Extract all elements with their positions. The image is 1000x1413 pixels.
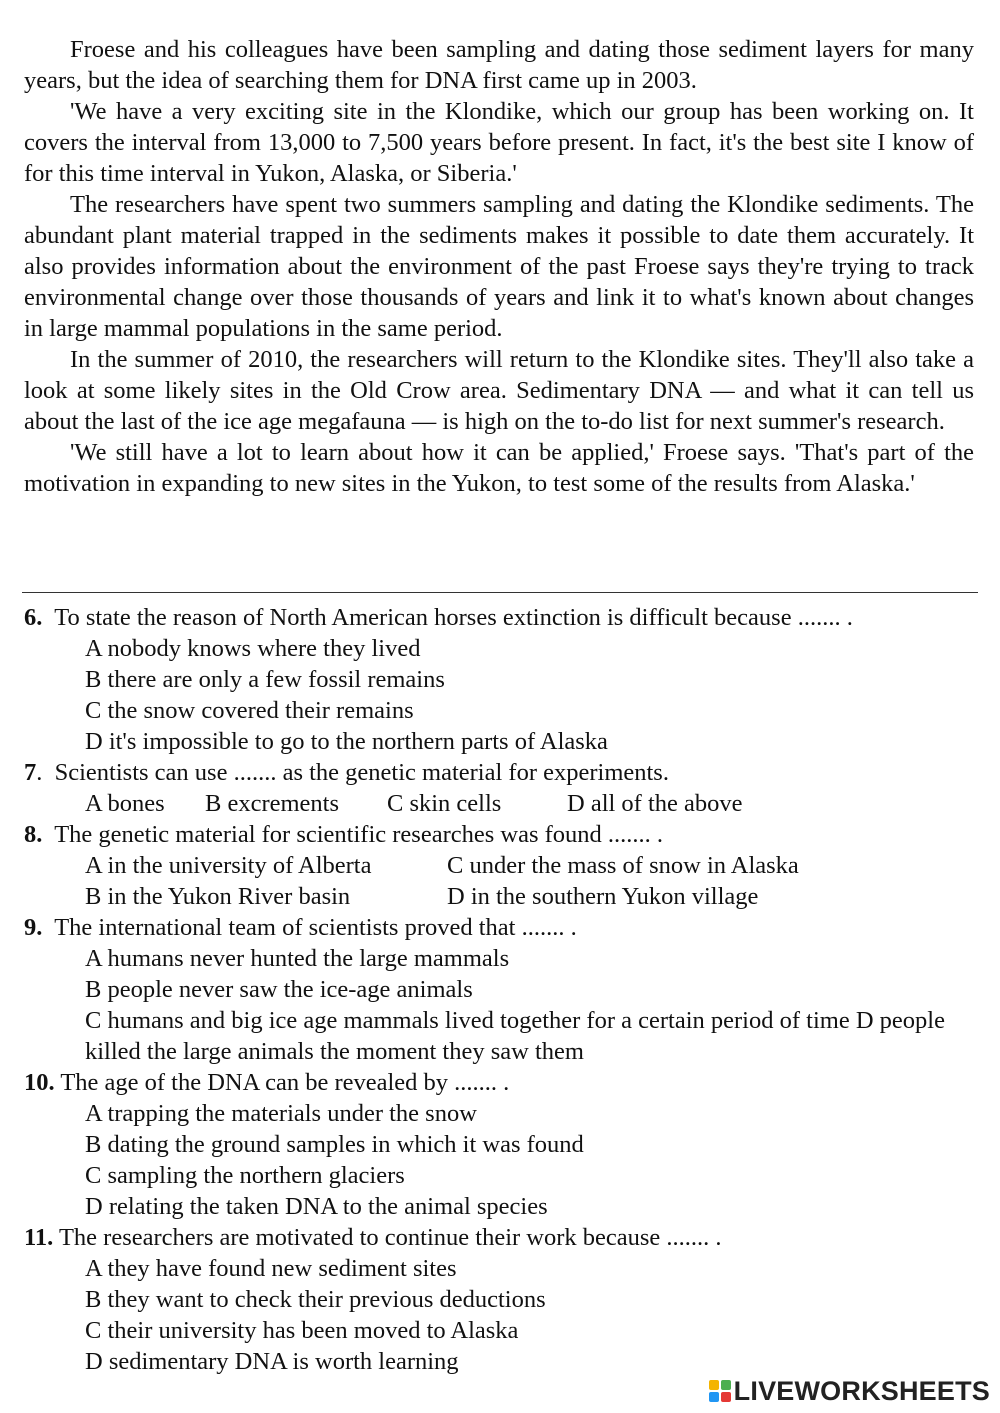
logo-square — [709, 1380, 719, 1390]
question-stem — [24, 1067, 974, 1098]
passage-paragraph: In the summer of 2010, the researchers will return to the Klondike sites. They'll also take a look at some likely sites in the Old Crow area. Sedimentary DNA — and what it can tell us about the last of the ice age megafauna — is high on the to-do list for next summer's research. — [24, 346, 974, 435]
answer-option[interactable]: B excrements — [205, 790, 340, 817]
question-text: The genetic material for scientific researches was found ....... . — [54, 821, 664, 848]
question-text: Scientists can use ....... as the genetic material for experiments. — [54, 759, 669, 786]
logo-square — [721, 1392, 731, 1402]
answer-option[interactable]: A nobody knows where they lived — [85, 635, 421, 662]
answer-option[interactable]: B in the Yukon River basin — [85, 883, 351, 910]
question-list — [24, 602, 974, 1377]
answer-option[interactable]: A humans never hunted the large mammals — [85, 945, 510, 972]
question-11 — [24, 1222, 974, 1377]
question-text: The researchers are motivated to continue their work because ....... . — [58, 1224, 722, 1251]
question-9 — [24, 912, 974, 1067]
answer-option[interactable]: B people never saw the ice-age animals — [85, 976, 473, 1003]
question-stem — [24, 819, 974, 850]
question-stem — [24, 757, 974, 788]
answer-option[interactable]: D it's impossible to go to the northern parts of Alaska — [85, 728, 608, 755]
answer-option[interactable]: B there are only a few fossil remains — [85, 666, 445, 693]
answer-option[interactable]: D sedimentary DNA is worth learning — [85, 1348, 459, 1375]
question-text: The international team of scientists proved that ....... . — [54, 914, 577, 941]
answer-option[interactable]: C sampling the northern glaciers — [85, 1162, 405, 1189]
question-number: 7 — [24, 759, 37, 786]
answer-option[interactable]: C humans and big ice age mammals lived together for a certain period of time D people killed the large animals the moment they saw them — [85, 1007, 945, 1065]
question-number: 8. — [24, 821, 43, 848]
question-10 — [24, 1067, 974, 1222]
logo-square — [709, 1392, 719, 1402]
answer-options-row — [24, 788, 974, 819]
question-number: 11. — [24, 1224, 54, 1251]
answer-option[interactable]: C their university has been moved to Alaska — [85, 1317, 519, 1344]
question-number: 6. — [24, 604, 43, 631]
passage-paragraph: 'We still have a lot to learn about how it can be applied,' Froese says. 'That's part of the motivation in expanding to new sites in the Yukon, to test some of the results from Alaska.' — [24, 439, 974, 497]
answer-option[interactable]: A trapping the materials under the snow — [85, 1100, 477, 1127]
answer-option[interactable]: A bones — [85, 790, 165, 817]
question-number: 10. — [24, 1069, 55, 1096]
question-8 — [24, 819, 974, 912]
question-text: To state the reason of North American horses extinction is difficult because ....... . — [54, 604, 853, 631]
question-stem — [24, 912, 974, 943]
logo-text: LIVEWORKSHEETS — [733, 1375, 990, 1406]
question-number: 9. — [24, 914, 43, 941]
answer-option[interactable]: A they have found new sediment sites — [85, 1255, 457, 1282]
answer-option[interactable]: C the snow covered their remains — [85, 697, 414, 724]
answer-option[interactable]: D relating the taken DNA to the animal species — [85, 1193, 548, 1220]
liveworksheets-logo[interactable] — [708, 1375, 990, 1407]
answer-option[interactable]: C skin cells — [387, 790, 502, 817]
answer-option[interactable]: A in the university of Alberta — [85, 852, 372, 879]
reading-passage — [24, 34, 974, 499]
question-6 — [24, 602, 974, 757]
answer-options-row — [24, 850, 974, 881]
question-stem — [24, 602, 974, 633]
question-text: The age of the DNA can be revealed by ....... . — [60, 1069, 510, 1096]
answer-option[interactable]: D in the southern Yukon village — [447, 883, 759, 910]
question-7 — [24, 757, 974, 819]
answer-option[interactable]: C under the mass of snow in Alaska — [447, 852, 799, 879]
passage-paragraph: The researchers have spent two summers sampling and dating the Klondike sediments. The abundant plant material trapped in the sediments makes it possible to date them accurately. It also provides information about the environment of the past Froese says they're trying to track environmental change over those thousands of years and link it to what's known about changes in large mammal populations in the same period. — [24, 191, 974, 342]
answer-option[interactable]: B they want to check their previous deductions — [85, 1286, 546, 1313]
liveworksheets-logo-icon — [708, 1379, 732, 1403]
question-number-suffix: . — [36, 759, 43, 786]
logo-square — [721, 1380, 731, 1390]
passage-paragraph: 'We have a very exciting site in the Klondike, which our group has been working on. It covers the interval from 13,000 to 7,500 years before present. In fact, it's the best site I know of for this time interval in Yukon, Alaska, or Siberia.' — [24, 98, 974, 187]
answer-option[interactable]: B dating the ground samples in which it was found — [85, 1131, 584, 1158]
section-divider — [22, 592, 978, 593]
question-stem — [24, 1222, 974, 1253]
answer-option[interactable]: D all of the above — [567, 790, 743, 817]
passage-paragraph: Froese and his colleagues have been sampling and dating those sediment layers for many years, but the idea of searching them for DNA first came up in 2003. — [24, 36, 974, 94]
answer-options-row — [24, 881, 974, 912]
